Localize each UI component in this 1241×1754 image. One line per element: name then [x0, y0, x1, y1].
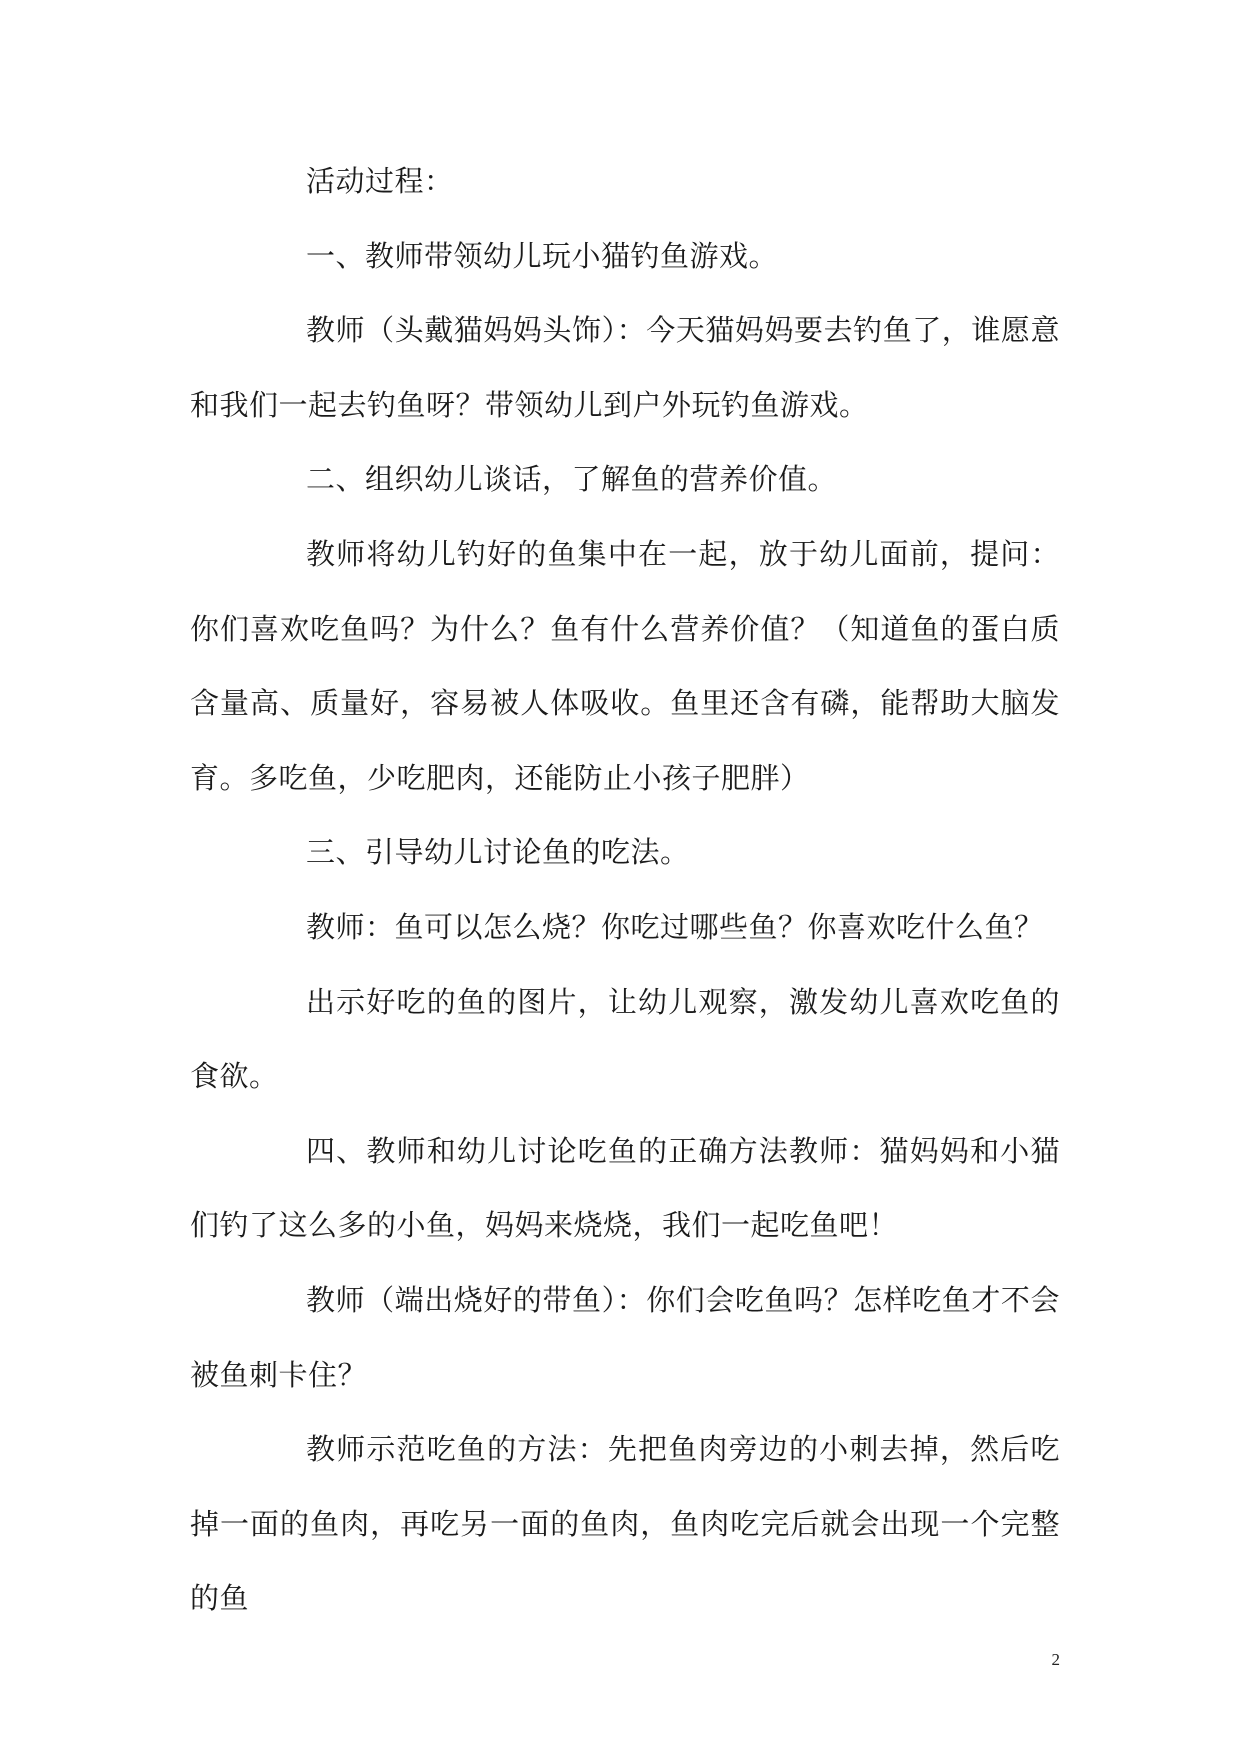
- paragraph-step-three: 三、引导幼儿讨论鱼的吃法。: [306, 835, 690, 870]
- paragraph-step-one: 一、教师带领幼儿玩小猫钓鱼游戏。: [306, 238, 779, 273]
- paragraph-cooking-question: 教师：鱼可以怎么烧？你吃过哪些鱼？你喜欢吃什么鱼？: [306, 909, 1044, 944]
- paragraph-demonstration: 教师示范吃鱼的方法：先把鱼肉旁边的小刺去掉，然后吃掉一面的鱼肉，再吃另一面的鱼肉，鱼肉吃完后就会出现一个完整的鱼: [190, 1432, 1060, 1616]
- paragraph-step-two: 二、组织幼儿谈话，了解鱼的营养价值。: [306, 462, 838, 497]
- page-number: 2: [1051, 1650, 1060, 1669]
- paragraph-hairtail-question: 教师（端出烧好的带鱼）：你们会吃鱼吗？怎样吃鱼才不会被鱼刺卡住？: [190, 1282, 1060, 1392]
- paragraph-step-four: 四、教师和幼儿讨论吃鱼的正确方法教师：猫妈妈和小猫们钓了这么多的小鱼，妈妈来烧烧，我们一起吃鱼吧！: [190, 1133, 1060, 1243]
- paragraph-section-heading: 活动过程：: [306, 164, 454, 198]
- paragraph-nutrition-discussion: 教师将幼儿钓好的鱼集中在一起，放于幼儿面前，提问：你们喜欢吃鱼吗？为什么？鱼有什么营养价值？（知道鱼的蛋白质含量高、质量好，容易被人体吸收。鱼里还含有磷，能帮助大脑发育。多吃鱼，少吃肥肉，还能防止小孩子肥胖）: [190, 536, 1060, 795]
- paragraph-teacher-intro: 教师（头戴猫妈妈头饰）：今天猫妈妈要去钓鱼了，谁愿意和我们一起去钓鱼呀？带领幼儿到户外玩钓鱼游戏。: [190, 313, 1060, 422]
- document-body: [190, 144, 1060, 1636]
- paragraph-show-pictures: 出示好吃的鱼的图片，让幼儿观察，激发幼儿喜欢吃鱼的食欲。: [190, 984, 1060, 1094]
